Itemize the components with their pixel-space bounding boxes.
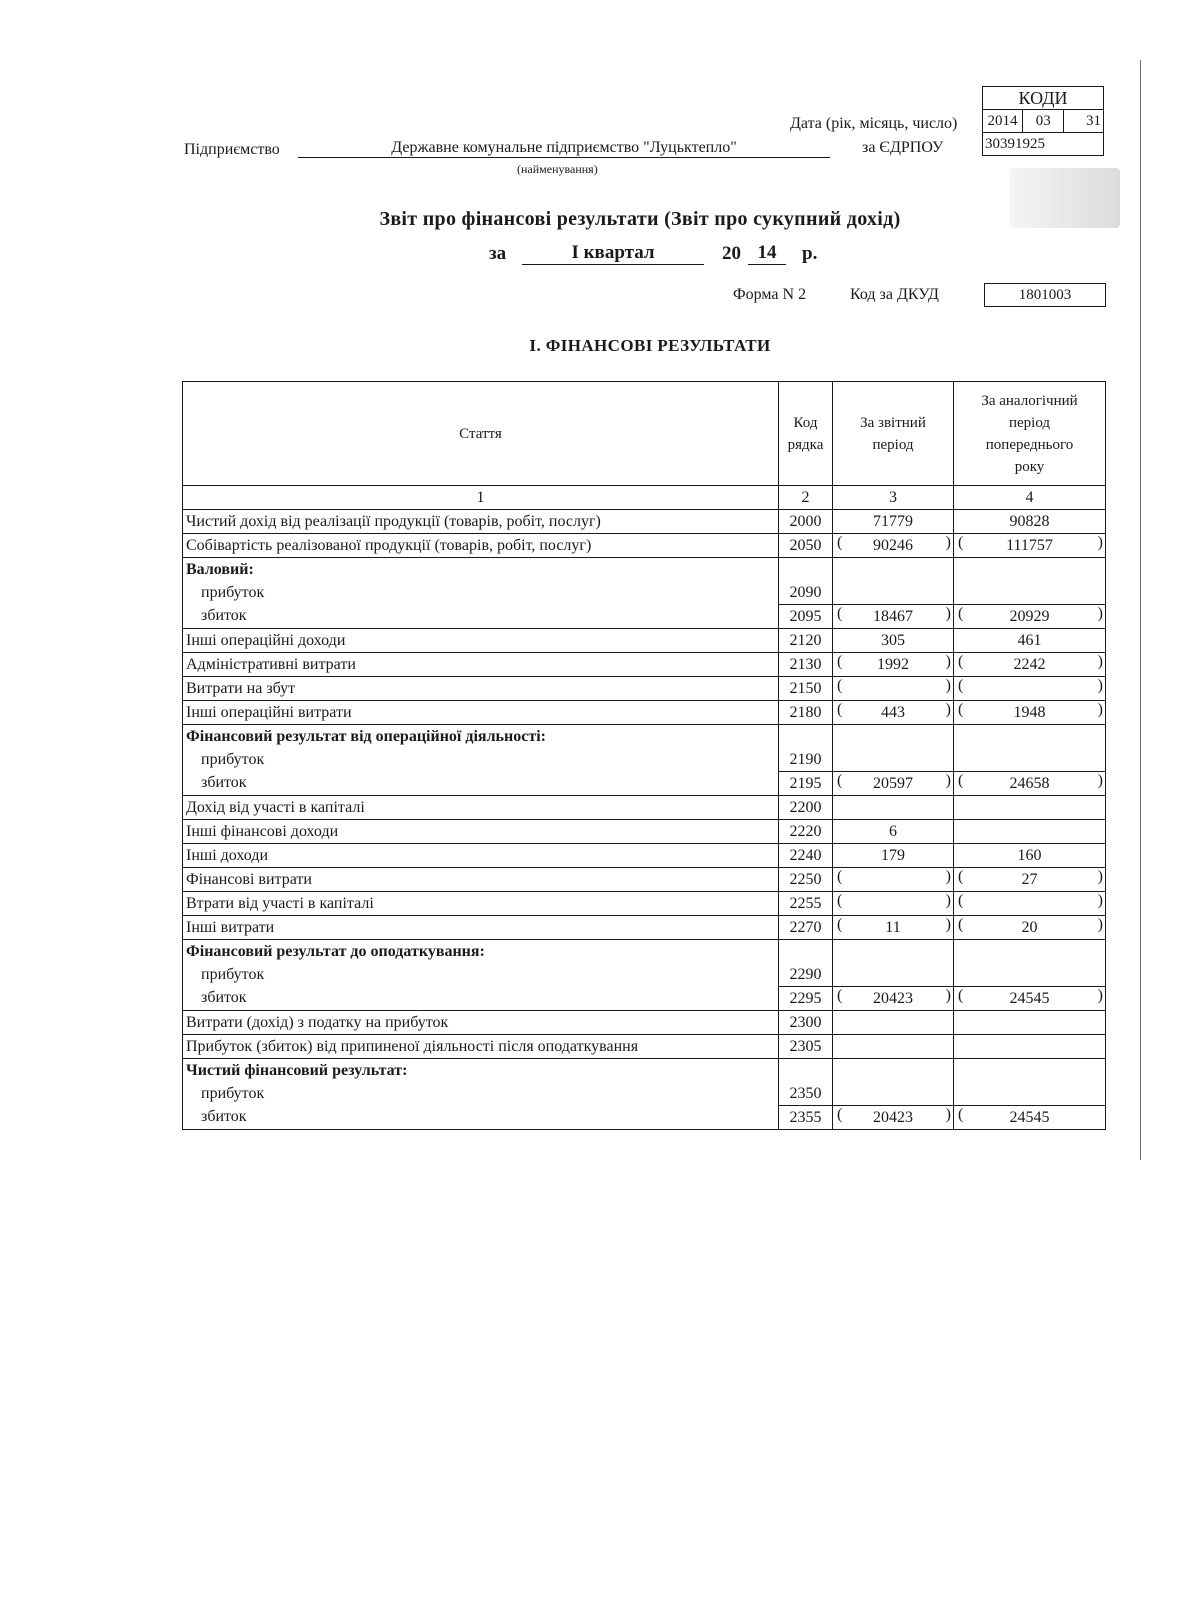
row-previous-value <box>954 1035 1106 1059</box>
open-paren: ( <box>837 892 843 909</box>
close-paren: ) <box>945 701 951 718</box>
row-code <box>779 1059 833 1083</box>
table-row <box>183 534 1106 558</box>
table-row <box>183 868 1106 892</box>
cell-value: 160 <box>1017 846 1042 864</box>
table-row <box>183 1106 1106 1130</box>
row-current-value <box>833 1035 954 1059</box>
enterprise-label: Підприємство <box>184 141 280 158</box>
row-label: збиток <box>183 772 779 796</box>
open-paren: ( <box>837 534 843 551</box>
row-code: 2350 <box>779 1082 833 1106</box>
cell-value: 111757 <box>1006 536 1053 554</box>
row-group-heading: Валовий: <box>183 558 779 582</box>
dkud-code: 1801003 <box>984 283 1106 307</box>
close-paren: ) <box>1097 892 1103 909</box>
year-prefix: 20 <box>722 243 741 264</box>
row-label: прибуток <box>183 963 779 987</box>
header-previous: За аналогічний період попереднього року <box>954 382 1106 486</box>
row-label: Фінансові витрати <box>183 868 779 892</box>
open-paren: ( <box>958 534 964 551</box>
table-row <box>183 796 1106 820</box>
open-paren: ( <box>958 987 964 1004</box>
table-row <box>183 605 1106 629</box>
cell-value: 461 <box>1017 631 1042 649</box>
open-paren: ( <box>837 868 843 885</box>
codes-header: КОДИ <box>983 87 1104 110</box>
open-paren: ( <box>837 987 843 1004</box>
table-row <box>183 844 1106 868</box>
row-current-value <box>833 1106 954 1130</box>
table-row <box>183 772 1106 796</box>
cell-value: 90246 <box>873 536 913 554</box>
row-code: 2095 <box>779 605 833 629</box>
table-row <box>183 1011 1106 1035</box>
edrpou-label: за ЄДРПОУ <box>862 139 944 156</box>
row-previous-value <box>954 701 1106 725</box>
row-previous-value <box>954 820 1106 844</box>
row-code: 2200 <box>779 796 833 820</box>
row-code: 2295 <box>779 987 833 1011</box>
row-current-value <box>833 796 954 820</box>
row-code: 2050 <box>779 534 833 558</box>
table-row <box>183 629 1106 653</box>
row-previous-value <box>954 725 1106 749</box>
row-current-value <box>833 940 954 964</box>
row-previous-value <box>954 987 1106 1011</box>
form-label: Форма N 2 <box>733 286 807 303</box>
row-current-value <box>833 868 954 892</box>
row-previous-value <box>954 677 1106 701</box>
row-previous-value <box>954 1082 1106 1106</box>
table-row <box>183 916 1106 940</box>
cell-value: 1992 <box>877 655 909 673</box>
row-group-heading: Фінансовий результат до оподаткування: <box>183 940 779 964</box>
row-current-value <box>833 892 954 916</box>
open-paren: ( <box>958 701 964 718</box>
row-current-value <box>833 605 954 629</box>
cell-value: 1948 <box>1013 703 1046 721</box>
year-suffix: 14 <box>748 242 786 265</box>
row-current-value <box>833 581 954 605</box>
cell-value: 179 <box>881 846 905 864</box>
report-title: Звіт про фінансові результати (Звіт про сукупний дохід) <box>379 208 901 230</box>
row-label: прибуток <box>183 748 779 772</box>
column-numbers-row <box>183 486 1106 510</box>
row-code: 2190 <box>779 748 833 772</box>
row-label: прибуток <box>183 1082 779 1106</box>
cell-value: 24545 <box>1009 1108 1050 1126</box>
cell-value: 20929 <box>1009 607 1050 625</box>
dkud-label: Код за ДКУД <box>850 286 939 303</box>
date-year: 2014 <box>983 110 1023 133</box>
close-paren: ) <box>945 892 951 909</box>
codes-table <box>982 86 1104 156</box>
close-paren: ) <box>945 605 951 622</box>
row-current-value <box>833 916 954 940</box>
table-row <box>183 940 1106 964</box>
open-paren: ( <box>958 653 964 670</box>
row-label: Інші фінансові доходи <box>183 820 779 844</box>
row-previous-value <box>954 868 1106 892</box>
close-paren: ) <box>1097 772 1103 789</box>
table-row <box>183 510 1106 534</box>
cell-value: 20423 <box>873 1108 913 1126</box>
row-label: Витрати на збут <box>183 677 779 701</box>
row-label: Втрати від участі в капіталі <box>183 892 779 916</box>
cell-value: 6 <box>889 822 897 840</box>
row-previous-value <box>954 940 1106 964</box>
enterprise-caption: (найменування) <box>517 162 598 176</box>
open-paren: ( <box>958 677 964 694</box>
row-current-value <box>833 653 954 677</box>
open-paren: ( <box>837 916 843 933</box>
row-code: 2000 <box>779 510 833 534</box>
row-previous-value <box>954 629 1106 653</box>
row-label: Інші операційні доходи <box>183 629 779 653</box>
row-group-heading: Чистий фінансовий результат: <box>183 1059 779 1083</box>
close-paren: ) <box>1097 653 1103 670</box>
cell-value: 11 <box>885 918 901 936</box>
open-paren: ( <box>837 653 843 670</box>
close-paren: ) <box>945 987 951 1004</box>
row-current-value <box>833 725 954 749</box>
row-code: 2255 <box>779 892 833 916</box>
cell-value: 2242 <box>1013 655 1046 673</box>
row-code: 2355 <box>779 1106 833 1130</box>
row-current-value <box>833 844 954 868</box>
close-paren: ) <box>945 677 951 694</box>
row-group-heading: Фінансовий результат від операційної діяльності: <box>183 725 779 749</box>
period-value: І квартал <box>522 242 704 265</box>
close-paren: ) <box>945 1106 951 1123</box>
close-paren: ) <box>945 653 951 670</box>
row-code: 2250 <box>779 868 833 892</box>
year-end: р. <box>802 243 818 264</box>
row-code: 2090 <box>779 581 833 605</box>
table-row <box>183 1035 1106 1059</box>
close-paren: ) <box>1097 677 1103 694</box>
close-paren: ) <box>1097 534 1103 551</box>
row-code <box>779 725 833 749</box>
row-previous-value <box>954 534 1106 558</box>
row-label: Інші витрати <box>183 916 779 940</box>
open-paren: ( <box>958 772 964 789</box>
open-paren: ( <box>958 1106 964 1123</box>
table-row <box>183 581 1106 605</box>
row-label: Собівартість реалізованої продукції (товарів, робіт, послуг) <box>183 534 779 558</box>
row-code: 2195 <box>779 772 833 796</box>
open-paren: ( <box>958 868 964 885</box>
row-current-value <box>833 1059 954 1083</box>
row-label: Витрати (дохід) з податку на прибуток <box>183 1011 779 1035</box>
cell-value: 71779 <box>873 512 913 530</box>
row-label: збиток <box>183 987 779 1011</box>
row-previous-value <box>954 653 1106 677</box>
row-previous-value <box>954 581 1106 605</box>
row-previous-value <box>954 892 1106 916</box>
close-paren: ) <box>945 868 951 885</box>
row-code: 2150 <box>779 677 833 701</box>
table-row <box>183 1082 1106 1106</box>
row-code <box>779 940 833 964</box>
open-paren: ( <box>837 772 843 789</box>
section-title: І. ФІНАНСОВІ РЕЗУЛЬТАТИ <box>529 336 771 355</box>
table-row <box>183 820 1106 844</box>
cell-value: 27 <box>1021 870 1038 888</box>
row-label: збиток <box>183 605 779 629</box>
table-row <box>183 892 1106 916</box>
row-code: 2220 <box>779 820 833 844</box>
row-previous-value <box>954 796 1106 820</box>
enterprise-name: Державне комунальне підприємство "Луцьктепло" <box>298 139 830 158</box>
table-row <box>183 653 1106 677</box>
row-current-value <box>833 510 954 534</box>
row-current-value <box>833 701 954 725</box>
date-month: 03 <box>1023 110 1064 133</box>
row-code: 2240 <box>779 844 833 868</box>
close-paren: ) <box>1097 605 1103 622</box>
row-code: 2270 <box>779 916 833 940</box>
row-code: 2130 <box>779 653 833 677</box>
close-paren: ) <box>1097 916 1103 933</box>
row-code: 2305 <box>779 1035 833 1059</box>
date-day: 31 <box>1064 110 1104 133</box>
cell-value: 24545 <box>1009 989 1050 1007</box>
header-current: За звітний період <box>833 382 954 486</box>
row-current-value <box>833 820 954 844</box>
open-paren: ( <box>837 677 843 694</box>
date-label: Дата (рік, місяць, число) <box>790 115 958 132</box>
close-paren: ) <box>945 534 951 551</box>
table-row <box>183 987 1106 1011</box>
row-code: 2120 <box>779 629 833 653</box>
row-previous-value <box>954 916 1106 940</box>
row-label: Чистий дохід від реалізації продукції (товарів, робіт, послуг) <box>183 510 779 534</box>
row-previous-value <box>954 844 1106 868</box>
period-prefix: за <box>489 243 507 264</box>
row-current-value <box>833 629 954 653</box>
row-current-value <box>833 772 954 796</box>
cell-value: 443 <box>881 703 905 721</box>
cell-value: 20 <box>1021 918 1038 936</box>
row-label: Інші доходи <box>183 844 779 868</box>
row-code: 2300 <box>779 1011 833 1035</box>
row-label: Прибуток (збиток) від припиненої діяльності після оподаткування <box>183 1035 779 1059</box>
col-num-3: 3 <box>833 486 954 510</box>
row-label: Інші операційні витрати <box>183 701 779 725</box>
cell-value: 305 <box>881 631 905 649</box>
row-previous-value <box>954 748 1106 772</box>
row-current-value <box>833 748 954 772</box>
col-num-1: 1 <box>183 486 779 510</box>
row-label: збиток <box>183 1106 779 1130</box>
row-previous-value <box>954 558 1106 582</box>
row-previous-value <box>954 1059 1106 1083</box>
open-paren: ( <box>958 605 964 622</box>
row-previous-value <box>954 510 1106 534</box>
table-row <box>183 1059 1106 1083</box>
row-current-value <box>833 1011 954 1035</box>
table-row <box>183 725 1106 749</box>
open-paren: ( <box>958 892 964 909</box>
row-code: 2180 <box>779 701 833 725</box>
cell-value: 90828 <box>1009 512 1050 530</box>
col-num-2: 2 <box>779 486 833 510</box>
row-label: Адміністративні витрати <box>183 653 779 677</box>
cell-value: 20597 <box>873 774 913 792</box>
open-paren: ( <box>958 916 964 933</box>
edrpou-code: 30391925 <box>983 133 1104 156</box>
table-row <box>183 677 1106 701</box>
close-paren: ) <box>1097 868 1103 885</box>
row-code: 2290 <box>779 963 833 987</box>
table-row <box>183 963 1106 987</box>
col-num-4: 4 <box>954 486 1106 510</box>
table-row <box>183 558 1106 582</box>
row-current-value <box>833 963 954 987</box>
cell-value: 24658 <box>1009 774 1050 792</box>
close-paren: ) <box>1097 701 1103 718</box>
cell-value: 20423 <box>873 989 913 1007</box>
row-current-value <box>833 677 954 701</box>
row-label: Дохід від участі в капіталі <box>183 796 779 820</box>
row-current-value <box>833 558 954 582</box>
row-current-value <box>833 987 954 1011</box>
row-previous-value <box>954 1106 1106 1130</box>
financial-results-table <box>182 381 1106 1130</box>
close-paren: ) <box>1097 987 1103 1004</box>
row-previous-value <box>954 605 1106 629</box>
table-row <box>183 748 1106 772</box>
table-row <box>183 701 1106 725</box>
cell-value: 18467 <box>873 607 913 625</box>
row-current-value <box>833 534 954 558</box>
header-code: Код рядка <box>779 382 833 486</box>
header-article: Стаття <box>183 382 779 486</box>
row-current-value <box>833 1082 954 1106</box>
open-paren: ( <box>837 1106 843 1123</box>
row-previous-value <box>954 772 1106 796</box>
close-paren: ) <box>945 772 951 789</box>
close-paren: ) <box>945 916 951 933</box>
row-previous-value <box>954 1011 1106 1035</box>
open-paren: ( <box>837 605 843 622</box>
row-code <box>779 558 833 582</box>
row-label: прибуток <box>183 581 779 605</box>
table-header-row <box>183 382 1106 486</box>
open-paren: ( <box>837 701 843 718</box>
row-previous-value <box>954 963 1106 987</box>
